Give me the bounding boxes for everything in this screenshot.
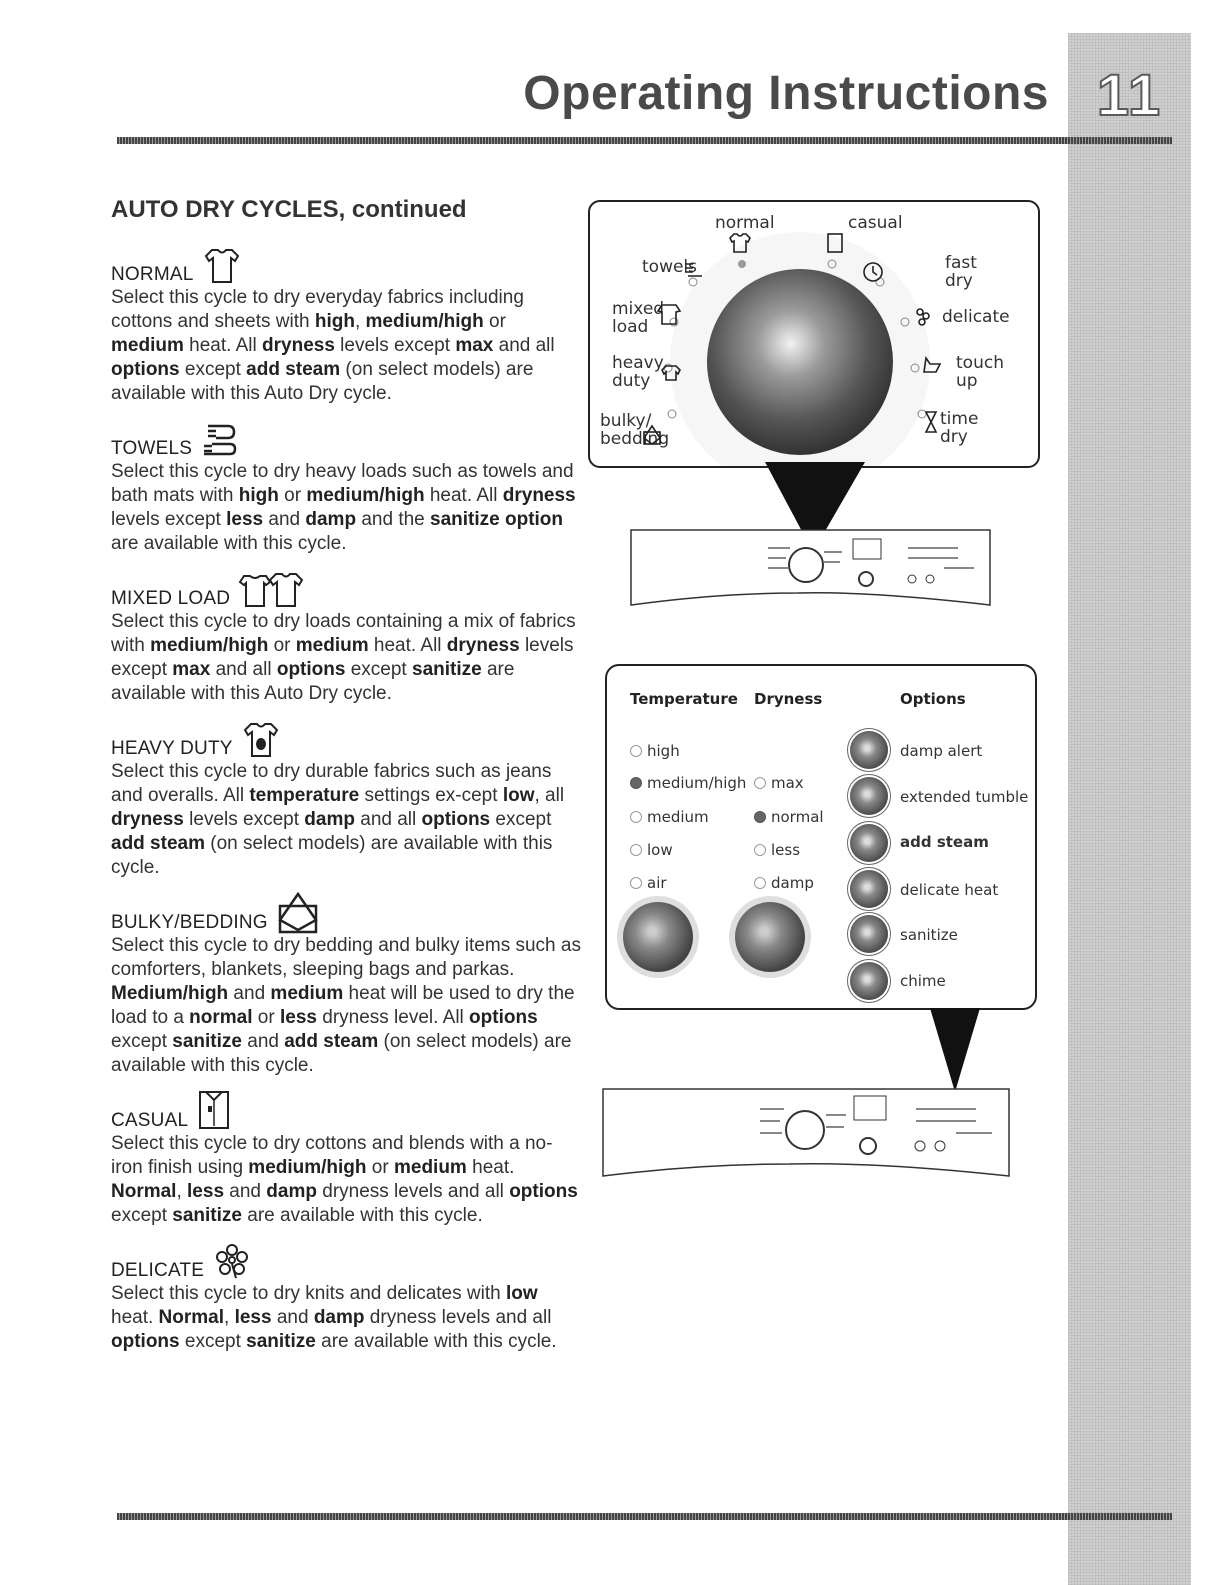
temp-option-air[interactable]: air xyxy=(630,874,667,892)
top-divider xyxy=(117,137,1172,144)
dryness-option-max[interactable]: max xyxy=(754,774,804,792)
temp-option-low[interactable]: low xyxy=(630,841,673,859)
dial-label-heavy-duty: heavy duty xyxy=(612,353,664,391)
radio-indicator xyxy=(630,877,642,889)
dryness-option-less[interactable]: less xyxy=(754,841,800,859)
chime-button[interactable] xyxy=(850,962,888,1000)
cycle-name: DELICATE xyxy=(111,1260,205,1281)
casual-shirt-icon xyxy=(196,1088,232,1132)
mixed-load-icon xyxy=(238,570,318,610)
radio-indicator xyxy=(630,811,642,823)
options-header: Options xyxy=(900,690,966,708)
cycle-description: Select this cycle to dry heavy loads such as towels and bath mats with high or medium/high heat. All dryness levels except less and damp and the sanitize option are available with this cycle. xyxy=(111,461,576,554)
cycle-towels xyxy=(111,422,581,556)
radio-indicator xyxy=(754,777,766,789)
cycle-name: NORMAL xyxy=(111,264,194,285)
extended-tumble-button[interactable] xyxy=(850,777,888,815)
option-label-damp-alert: damp alert xyxy=(900,742,983,760)
side-tab xyxy=(1068,33,1191,1585)
cycle-normal xyxy=(111,248,581,406)
radio-indicator xyxy=(754,877,766,889)
cycle-bulky-bedding xyxy=(111,896,581,1078)
sanitize-button[interactable] xyxy=(850,915,888,953)
cycle-dial-graphic xyxy=(590,202,1038,466)
temperature-header: Temperature xyxy=(630,690,738,708)
add-steam-button[interactable] xyxy=(850,824,888,862)
cycle-heavy-duty xyxy=(111,722,581,880)
temp-option-medium-high[interactable]: medium/high xyxy=(630,774,746,792)
pointer-arrow xyxy=(930,1008,980,1092)
cycle-name: TOWELS xyxy=(111,438,193,459)
temp-option-high[interactable]: high xyxy=(630,742,680,760)
option-label-add-steam: add steam xyxy=(900,833,989,851)
option-label-chime: chime xyxy=(900,972,946,990)
cycle-description: Select this cycle to dry everyday fabrics including cottons and sheets with high, medium/high or medium heat. All dryness levels except max and all options except add steam (on select models) are available with this Auto Dry cycle. xyxy=(111,287,555,404)
cycle-mixed-load xyxy=(111,572,581,706)
shirt-icon xyxy=(202,246,242,286)
options-panel xyxy=(605,664,1037,1010)
flower-icon xyxy=(212,1242,252,1282)
cycle-delicate xyxy=(111,1244,581,1354)
bedding-icon xyxy=(276,890,320,934)
cycle-description: Select this cycle to dry loads containing a mix of fabrics with medium/high or medium heat. All dryness levels except max and all options except sanitize are available with this Auto Dry cycle. xyxy=(111,611,576,704)
cycle-description: Select this cycle to dry cottons and blends with a no-iron finish using medium/high or medium heat. Normal, less and damp dryness levels and all options except sanitize are available with this cycle. xyxy=(111,1133,578,1226)
option-label-sanitize: sanitize xyxy=(900,926,958,944)
dial-label-time-dry: time dry xyxy=(940,409,979,447)
page-title: Operating Instructions xyxy=(523,67,1049,120)
option-label-extended-tumble: extended tumble xyxy=(900,788,1029,806)
dryer-console-illustration xyxy=(600,1086,1012,1180)
dial-label-casual: casual xyxy=(848,213,903,233)
dial-label-mixed-load: mixed load xyxy=(612,299,665,337)
cycle-casual xyxy=(111,1094,581,1228)
delicate-heat-button[interactable] xyxy=(850,870,888,908)
dryness-header: Dryness xyxy=(754,690,823,708)
temp-option-medium[interactable]: medium xyxy=(630,808,709,826)
cycle-description: Select this cycle to dry knits and delicates with low heat. Normal, less and damp dryness levels and all options except sanitize are available with this cycle. xyxy=(111,1283,557,1352)
dial-label-touch-up: touch up xyxy=(956,353,1004,391)
towels-icon xyxy=(200,420,240,460)
page-number: 11 xyxy=(1096,63,1163,128)
cycle-name: MIXED LOAD xyxy=(111,588,231,609)
radio-indicator xyxy=(630,844,642,856)
dial-label-delicate: delicate xyxy=(942,307,1010,327)
cycle-name: BULKY/BEDDING xyxy=(111,912,268,933)
cycle-name: CASUAL xyxy=(111,1110,189,1131)
bottom-divider xyxy=(117,1513,1172,1520)
dial-label-fast-dry: fast dry xyxy=(945,253,977,291)
cycle-description: Select this cycle to dry bedding and bulky items such as comforters, blankets, sleeping bags and parkas. Medium/high and medium heat will be used to dry the load to a normal or less dryness level. All options except sanitize and add steam (on select models) are available with this cycle. xyxy=(111,935,581,1076)
cycle-dial-panel xyxy=(588,200,1040,468)
dryness-option-normal[interactable]: normal xyxy=(754,808,824,826)
dryness-knob[interactable] xyxy=(735,902,805,972)
damp-alert-button[interactable] xyxy=(850,731,888,769)
option-label-delicate-heat: delicate heat xyxy=(900,881,999,899)
dial-label-bulky-bedding: bulky/ bedding xyxy=(600,411,670,449)
dryness-option-damp[interactable]: damp xyxy=(754,874,814,892)
radio-indicator xyxy=(754,811,766,823)
heavy-duty-icon xyxy=(241,720,281,760)
temperature-knob[interactable] xyxy=(623,902,693,972)
radio-indicator xyxy=(630,745,642,757)
cycles-column xyxy=(111,196,581,1370)
cycle-name: HEAVY DUTY xyxy=(111,738,233,759)
cycle-description: Select this cycle to dry durable fabrics such as jeans and overalls. All temperature settings ex-cept low, all dryness levels except damp and all options except add steam (on select models) are available with this cycle. xyxy=(111,761,565,878)
radio-indicator xyxy=(754,844,766,856)
dryer-console-illustration xyxy=(628,527,993,607)
section-title: AUTO DRY CYCLES, continued xyxy=(111,196,467,223)
dial-label-towels: towels xyxy=(642,257,698,277)
dial-label-normal: normal xyxy=(715,213,775,233)
radio-indicator xyxy=(630,777,642,789)
